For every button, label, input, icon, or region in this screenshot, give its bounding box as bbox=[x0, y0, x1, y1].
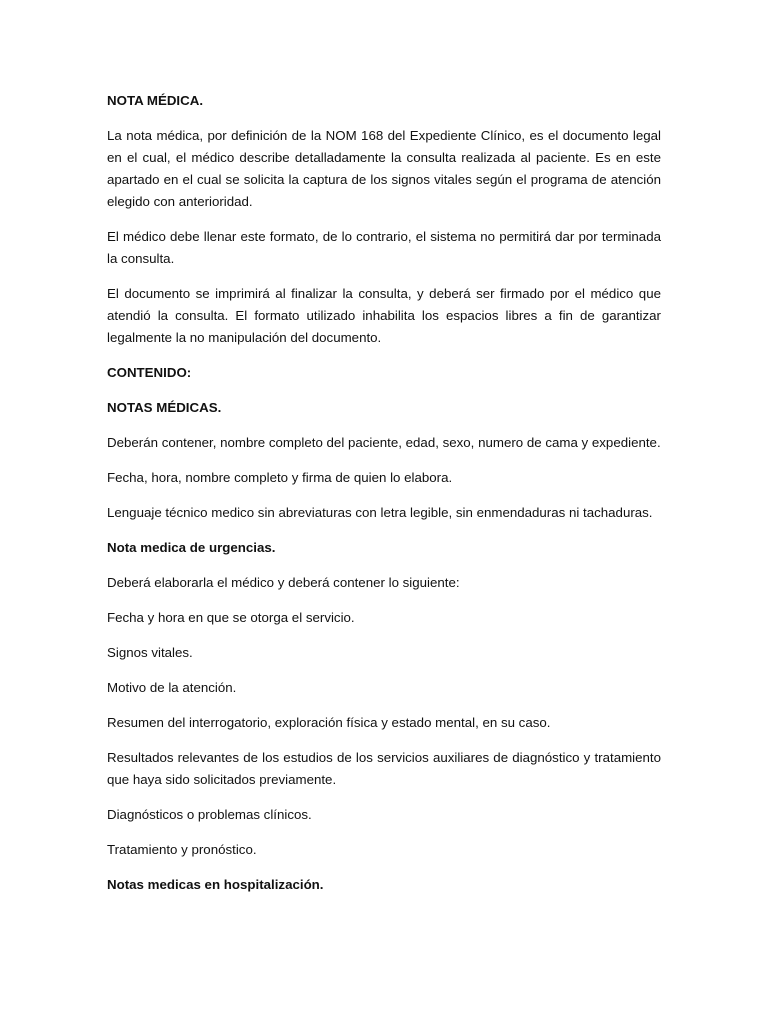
heading-contenido: CONTENIDO: bbox=[107, 365, 192, 380]
heading-nota-urgencias: Nota medica de urgencias. bbox=[107, 540, 276, 555]
paragraph-impresion: El documento se imprimirá al finalizar la consulta, y deberá ser firmado por el médico que atendió la consulta. El formato utilizado inhabilita los espacios libres a fin de garantizar legalmente la no manipulación del documento. bbox=[107, 286, 661, 345]
paragraph-debera-elaborarla: Deberá elaborarla el médico y deberá contener lo siguiente: bbox=[107, 575, 460, 590]
paragraph-definicion: La nota médica, por definición de la NOM 168 del Expediente Clínico, es el documento legal en el cual, el médico describe detalladamente la consulta realizada al paciente. Es en este apartado en el cual se solicita la captura de los signos vitales según el programa de atención elegido con anterioridad. bbox=[107, 128, 661, 209]
heading-notas-hospitalizacion: Notas medicas en hospitalización. bbox=[107, 877, 324, 892]
paragraph-llenado: El médico debe llenar este formato, de lo contrario, el sistema no permitirá dar por terminada la consulta. bbox=[107, 229, 661, 266]
title-nota-medica: NOTA MÉDICA. bbox=[107, 93, 204, 108]
list-item-fecha-hora: Fecha y hora en que se otorga el servicio. bbox=[107, 610, 355, 625]
list-item-motivo: Motivo de la atención. bbox=[107, 680, 237, 695]
paragraph-lenguaje-tecnico: Lenguaje técnico medico sin abreviaturas con letra legible, sin enmendaduras ni tachaduras. bbox=[107, 505, 653, 520]
document-page bbox=[107, 90, 661, 909]
list-item-tratamiento: Tratamiento y pronóstico. bbox=[107, 842, 257, 857]
list-item-resumen: Resumen del interrogatorio, exploración física y estado mental, en su caso. bbox=[107, 715, 551, 730]
list-item-diagnosticos: Diagnósticos o problemas clínicos. bbox=[107, 807, 312, 822]
list-item-signos-vitales: Signos vitales. bbox=[107, 645, 193, 660]
paragraph-fecha-hora-nombre: Fecha, hora, nombre completo y firma de quien lo elabora. bbox=[107, 470, 453, 485]
list-item-resultados: Resultados relevantes de los estudios de los servicios auxiliares de diagnóstico y tratamiento que haya sido solicitados previamente. bbox=[107, 750, 661, 787]
paragraph-deberan-contener: Deberán contener, nombre completo del paciente, edad, sexo, numero de cama y expediente. bbox=[107, 435, 661, 450]
heading-notas-medicas: NOTAS MÉDICAS. bbox=[107, 400, 222, 415]
